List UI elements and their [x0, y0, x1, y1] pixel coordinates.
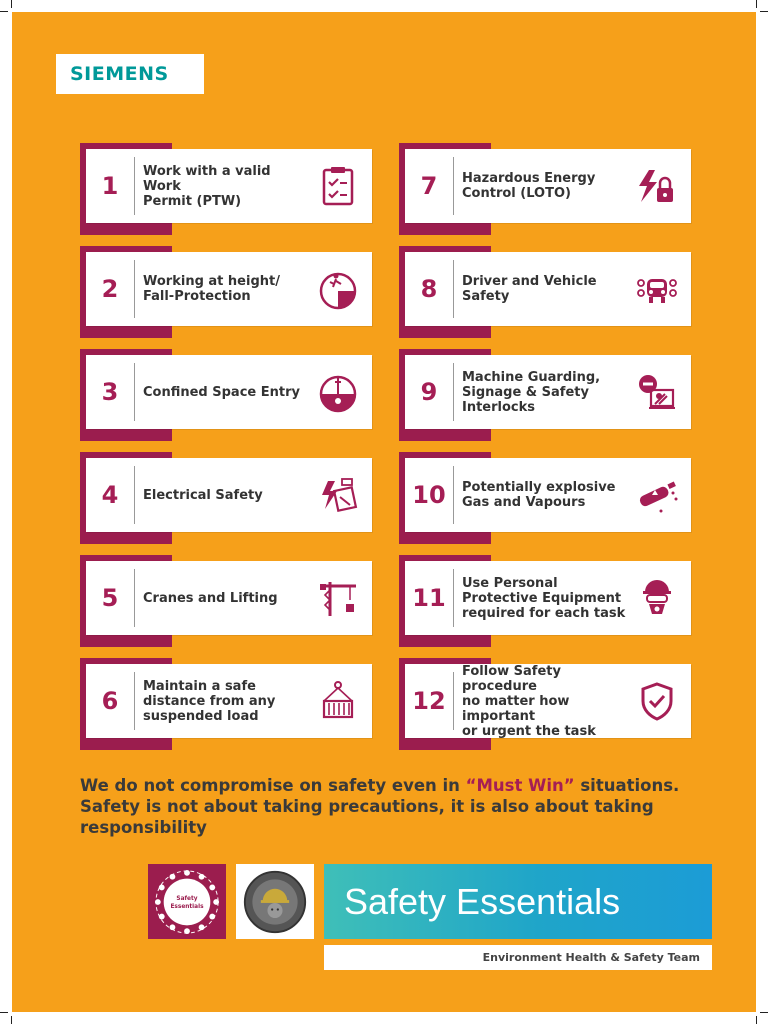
card-face	[86, 458, 372, 532]
crop-mark	[11, 1016, 12, 1024]
essential-card-6	[80, 658, 372, 750]
crop-mark	[11, 0, 12, 8]
essential-card-2	[80, 246, 372, 338]
essential-card-1	[80, 143, 372, 235]
safety-mindset-emblem	[236, 864, 314, 939]
card-number: 11	[412, 584, 446, 612]
card-number: 5	[101, 584, 119, 612]
card-label: Follow Safety procedure no matter how important or urgent the task	[462, 663, 596, 739]
team-name: Environment Health & Safety Team	[482, 951, 700, 964]
svg-text:Essentials: Essentials	[170, 903, 204, 910]
card-face	[405, 355, 691, 429]
confined-space-icon	[312, 366, 364, 418]
crop-mark	[0, 11, 8, 12]
statement-text-end: situations. Safety is not about taking precautions, it is also about taking responsibility	[80, 776, 680, 837]
crop-mark	[756, 1016, 757, 1024]
card-label: Cranes and Lifting	[143, 590, 278, 606]
logo-text: SIEMENS	[70, 63, 169, 85]
essential-card-11	[399, 555, 691, 647]
loto-icon	[631, 160, 683, 212]
card-face	[86, 149, 372, 223]
essential-card-9	[399, 349, 691, 441]
card-label: Driver and Vehicle Safety	[462, 274, 597, 304]
card-label: Machine Guarding, Signage & Safety Interlocks	[462, 369, 601, 415]
card-label: Working at height/ Fall-Protection	[143, 274, 280, 304]
ppe-icon	[631, 572, 683, 624]
gas-cylinder-icon	[631, 469, 683, 521]
card-label: Use Personal Protective Equipment required for each task	[462, 575, 626, 621]
vehicle-icon	[631, 263, 683, 315]
card-number: 2	[101, 275, 119, 303]
essential-card-12	[399, 658, 691, 750]
card-label: Electrical Safety	[143, 487, 263, 503]
essential-card-7	[399, 143, 691, 235]
crop-mark	[760, 11, 768, 12]
card-face	[86, 252, 372, 326]
crop-mark	[0, 1012, 8, 1013]
essential-card-4	[80, 452, 372, 544]
safety-essentials-banner	[324, 864, 712, 939]
card-number: 10	[412, 481, 446, 509]
card-label: Work with a valid Work Permit (PTW)	[143, 163, 271, 209]
card-label: Confined Space Entry	[143, 384, 300, 400]
card-face	[86, 664, 372, 738]
machine-guard-icon	[631, 366, 683, 418]
shield-check-icon	[631, 675, 683, 727]
clipboard-icon	[312, 160, 364, 212]
card-face	[86, 355, 372, 429]
card-number: 6	[101, 687, 119, 715]
statement-text: We do not compromise on safety even in	[80, 776, 466, 795]
card-number: 8	[420, 275, 438, 303]
banner-title: Safety Essentials	[344, 880, 621, 922]
essential-card-3	[80, 349, 372, 441]
card-number: 7	[420, 172, 438, 200]
team-banner	[324, 945, 712, 970]
emblem-graphic	[242, 869, 308, 935]
fall-protection-icon	[312, 263, 364, 315]
card-number: 9	[420, 378, 438, 406]
card-face	[405, 458, 691, 532]
poster	[12, 12, 756, 1012]
card-face	[86, 561, 372, 635]
card-number: 1	[101, 172, 119, 200]
card-face	[405, 149, 691, 223]
safety-statement	[80, 775, 680, 838]
svg-text:Safety: Safety	[176, 895, 198, 902]
card-face	[405, 664, 691, 738]
statement-highlight: “Must Win”	[465, 776, 575, 795]
crop-mark	[760, 1012, 768, 1013]
card-label: Maintain a safe distance from any suspended load	[143, 678, 276, 724]
electrical-icon	[312, 469, 364, 521]
card-face	[405, 252, 691, 326]
crop-mark	[756, 0, 757, 8]
card-face	[405, 561, 691, 635]
siemens-logo	[56, 54, 204, 94]
card-label: Potentially explosive Gas and Vapours	[462, 480, 616, 510]
essential-card-8	[399, 246, 691, 338]
card-number: 12	[412, 687, 446, 715]
card-label: Hazardous Energy Control (LOTO)	[462, 171, 596, 201]
essential-card-5	[80, 555, 372, 647]
card-number: 3	[101, 378, 119, 406]
card-number: 4	[101, 481, 119, 509]
crane-icon	[312, 572, 364, 624]
suspended-load-icon	[312, 675, 364, 727]
essential-card-10	[399, 452, 691, 544]
safety-essentials-wheel-logo	[148, 864, 226, 939]
wheel-graphic	[153, 868, 221, 936]
